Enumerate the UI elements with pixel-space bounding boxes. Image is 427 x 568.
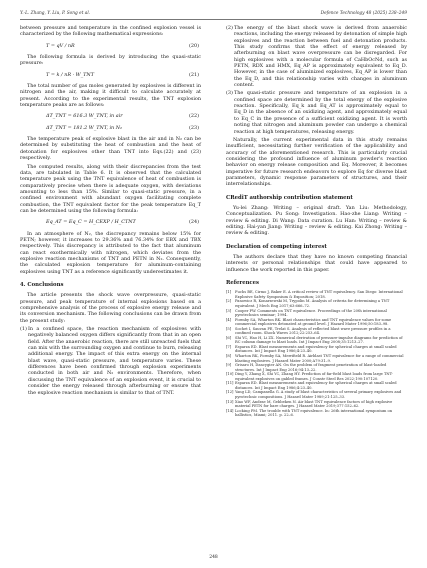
section-heading-conclusions: 4. Conclusions [20,282,64,288]
reference-item [226,400,407,409]
equation-21-body: T = k / nR · W_TNT [46,71,94,78]
page-number: 248 [209,555,218,560]
section-heading-credit: CRediT authorship contribution statement [226,194,353,201]
equation-22-number: (22) [188,113,199,120]
equation-24-number: (24) [188,219,199,226]
conclusion-item-1-label: (1) [20,326,27,333]
reference-text[interactable]: Xiao WF, Andrae M, Gebbeken N. Air blast TNT equivalence factors of high explosive material PETN for bare charges. J Hazard Mater 2019;377:152–62. [235,399,393,409]
equation-23 [20,125,201,131]
equation-20-body: T = qV / nR [46,42,75,49]
reference-text[interactable]: Locking PM. The trouble with TNT equivalence. In: 26th international symposium on ballistics, Miami; 2011. p. 22–6. [235,408,393,418]
reference-number: [4] [226,317,232,322]
reference-text[interactable]: Ding Y, Zhang X, Shi YC, Zhang HY. Prediction of far-field blast loads from large TNT-equivalent explosives on gabled frames. J Constr Steel Res 2022;190:107120. [235,372,393,381]
equation-21-number: (21) [188,71,199,78]
left-column [20,25,201,398]
reference-number: [13] [226,399,234,404]
reference-item [226,309,407,318]
reference-item [226,409,407,418]
paragraph-intro: between pressure and temperature in the confined explosion vessel is characterized by the following mathematical expressions: [20,25,201,38]
equation-20 [20,43,201,49]
reference-number: [11] [226,381,234,386]
conclusion-item-2 [226,25,407,88]
paragraph-gas-moles: The total number of gas moles generated by explosives is different in nitrogen and the air, making it difficult to calculate accurately at present. According to the experimental results, the TNT explosion temperature peaks are as follows: [20,83,201,109]
reference-item [226,318,407,327]
reference-item [226,381,407,390]
paragraph-nitrogen: In an atmosphere of N₂, the discrepancy remains below 15% for PETN; however, it increases to 29.36% and 76.34% for EBX and TBX respectively. This discrepancy is attributed to the fact that aluminum can react exothermically with nitrogen, which deviates from the explosive reaction mechanisms of TNT and PETN in N₂. Consequently, the calculated explosion temperature for aluminum-containing explosives using TNT as a reference significantly underestimates it. [20,230,201,275]
reference-item [226,363,407,372]
reference-item [226,390,407,399]
reference-number: [12] [226,390,234,395]
equation-24 [20,219,201,225]
reference-item [226,345,407,354]
equation-23-body: ΔT_TNT = 181.2 W_TNT, in N₂ [46,124,122,131]
conclusion-item-3 [226,90,407,134]
reference-text[interactable]: Grisaro H, Dancygier AN. On the problem of fragment penetration of blast-loaded structures. Int J Impact Eng 2016;94:13–22. [235,363,387,372]
paragraph-temperature: The temperature peak of explosive blast in the air and in N₂ can be determined by substituting the heat of combustion and the heat of detonation for explosives other than TNT into Eqs.(22) and (23) respectively. [20,136,201,162]
reference-number: [9] [226,363,232,368]
reference-item [226,327,407,336]
reference-list [226,290,407,417]
reference-number: [8] [226,354,232,359]
equation-22-body: ΔT_TNT = 616.3 W_TNT, in air [46,113,123,120]
paragraph-naturally: Naturally, the current experimental data in this study remains insufficient, necessitating further verification of the applicability and accuracy of the aforementioned research. This is particularly crucial considering the profound influence of aluminum powder's reaction behavior on energy release composition and Eq. Moreover, it becomes imperative for future research endeavors to explore Eq for diverse blast parameters, dynamic response parameters of structures, and their interrelationships. [226,136,407,188]
equation-21 [20,72,201,78]
reference-text[interactable]: Yang LD, Campanella G. A study of blast characteristics of several primary explosives and pyrotechnic compositions. J Hazard Mater 1989;21:125–33. [235,390,402,399]
reference-number: [7] [226,344,232,349]
reference-item [226,290,407,299]
reference-text[interactable]: Wharton RK, Formby SA, Merrifield R. Airblast TNT equivalence for a range of commercial blasting explosives. J Hazard Mater 2000;A79:31–9. [235,354,404,363]
reference-number: [2] [226,299,232,304]
equation-22 [20,113,201,119]
reference-item [226,336,407,345]
reference-number: [3] [226,308,232,313]
paragraph-quasi-static: The following formula is derived by introducing the quasi-static pressure: [20,54,201,67]
reference-text[interactable]: Esparza ED. Blast measurements and equivalency for spherical charges at small scaled distances. Int J Impact Eng 1986;4:23–40. [235,381,397,390]
reference-number: [14] [226,408,234,413]
running-header-authors: Y.-L. Zhang, Y. Liu, P. Song et al. [20,11,91,16]
reference-text[interactable]: Panowicz R, Konarzewski M, Trypolin M. Analysis of criteria for determining a TNT equivalent. J Mech Eng 2017;63:666–72. [235,299,390,309]
reference-item [226,299,407,308]
reference-item [226,372,407,381]
right-column [226,25,407,418]
reference-number: [10] [226,372,234,377]
paragraph-credit: Yu-lei Zhang: Writing – original draft. Yan Liu: Methodology, Conceptualization. Pu Song: Investigation. Hao-zhe Liang: Writing – review & editing. Di Wang: Data curation. Lu Han: Writing – review & editing. Hai-yan Jiang: Writing – review & editing. Kai Zhong: Writing – review & editing. [226,204,407,237]
reference-text[interactable]: Formby SA, Wharton RK. Blast characteristics and TNT equivalence values for some commercial explosives detonated at ground level. J Hazard Mater 1996;50:183–98. [235,317,392,327]
reference-text[interactable]: Esparza ED. Blast measurements and equivalency for spherical charges at small scaled distances. Int J Impact Eng 1986;4:23–40. [235,344,397,354]
conclusion-item-3-label: (3) [226,90,233,97]
section-heading-references: References [226,280,260,287]
equation-23-number: (23) [188,124,199,131]
paragraph-conclusions: The article presents the shock wave overpressure, quasi-static pressure, and peak temperature of internal explosions based on a comprehensive analysis of the process of explosive energy release and its conversion mechanism. The following conclusions can be drawn from the present study: [20,292,201,324]
equation-24-body: Eq_AT = Eq_C = H_CEXP / H_CTNT [46,219,136,226]
reference-text[interactable]: Shi YC, Hao H, Li ZX. Numerical derivation of pressure-impulse diagrams for prediction of RC column damage to blast loads. Int J Impact Eng 2008;35:1213–27. [235,335,403,345]
reference-number: [5] [226,326,232,331]
reference-number: [1] [226,290,232,295]
header-rule [20,19,407,20]
conclusion-item-1-text: In a confined space, the reaction mechanism of explosives with negatively balanced oxygen differs significantly from that in an open field. After the anaerobic reaction, there are still unreacted fuels that can mix with the surrounding oxygen and continue to burn, releasing additional energy. The impact of this extra energy on the internal blast wave, quasi-static pressure, and temperature varies. These differences have been confirmed through explosion experiments conducted in both air and N₂ environments. Therefore, when discussing the TNT equivalence of an explosion event, it is crucial to consider the energy released through afterburning or ensure that the explosive reaction mechanism is similar to that of TNT. [28,326,201,396]
reference-item [226,354,407,363]
conclusion-item-1 [20,326,201,396]
reference-text[interactable]: Fuchs BE, Cirmo J, Baker E. A critical review of TNT equivalency. San Diego: International Explosive Safety Symposium & Exposition; 2018. [235,290,403,299]
reference-number: [6] [226,335,232,340]
equation-20-number: (20) [188,42,199,49]
conclusion-item-2-label: (2) [226,25,233,31]
reference-text[interactable]: Cooper PW. Comments on TNT equivalence. Proceedings of the 20th international pyrotechnics seminar; 1994. [235,308,387,318]
running-header-journal: Defence Technology 48 (2025) 238–249 [320,11,407,16]
section-heading-declaration: Declaration of competing interest [226,243,327,250]
conclusion-item-2-text: The energy of the blast shock wave is derived from anaerobic reactions, including the energy released by detonation of simple high explosives and the reaction between fuel and detonation products. This study confirms that the effect of energy released by afterburning on blast wave overpressure can be disregarded. For high explosives with a molecular formula of CaHbOcNd, such as PETN, RDX and HMX, Eq_AP is approximately equivalent to Eq_D. However, in the case of aluminized explosives, Eq_AP is lower than the Eq_D, and this relationship varies with changes in aluminum content. [234,25,407,89]
conclusion-item-3-text: The quasi-static pressure and temperature of an explosion in a confined space are determined by the total energy of the explosive reaction. Specifically, Eq_k and Eq_AT is approximately equal to Eq_D in the absence of an oxidizing agent, and approximately equal to Eq_C in the presence of a sufficient oxidizing agent. It is worth noting that nitrogen and aluminum powder can undergo a chemical reaction at high temperatures, releasing energy. [234,90,407,135]
paragraph-declaration: The authors declare that they have no known competing financial interests or personal relationships that could have appeared to influence the work reported in this paper. [226,254,407,273]
reference-text[interactable]: Sochet I, Sauvan PE, Trelat S. Analysis of reflected blast wave pressure profiles in a confined room. Shock Waves 2012;22:253–64. [235,326,391,336]
paragraph-results: The computed results, along with their discrepancies from the test data, are tabulated in Table 6. It is observed that the calculated temperature peak using the TNT equivalence of heat of combustion is comparatively precise when there is adequate oxygen, with deviations amounting to less than 15%. Similar to quasi-static pressure, in a confined environment with abundant oxygen facilitating complete combustion, the TNT equivalent factor for the peak temperature Eq_T can be determined using the following formula: [20,163,201,214]
